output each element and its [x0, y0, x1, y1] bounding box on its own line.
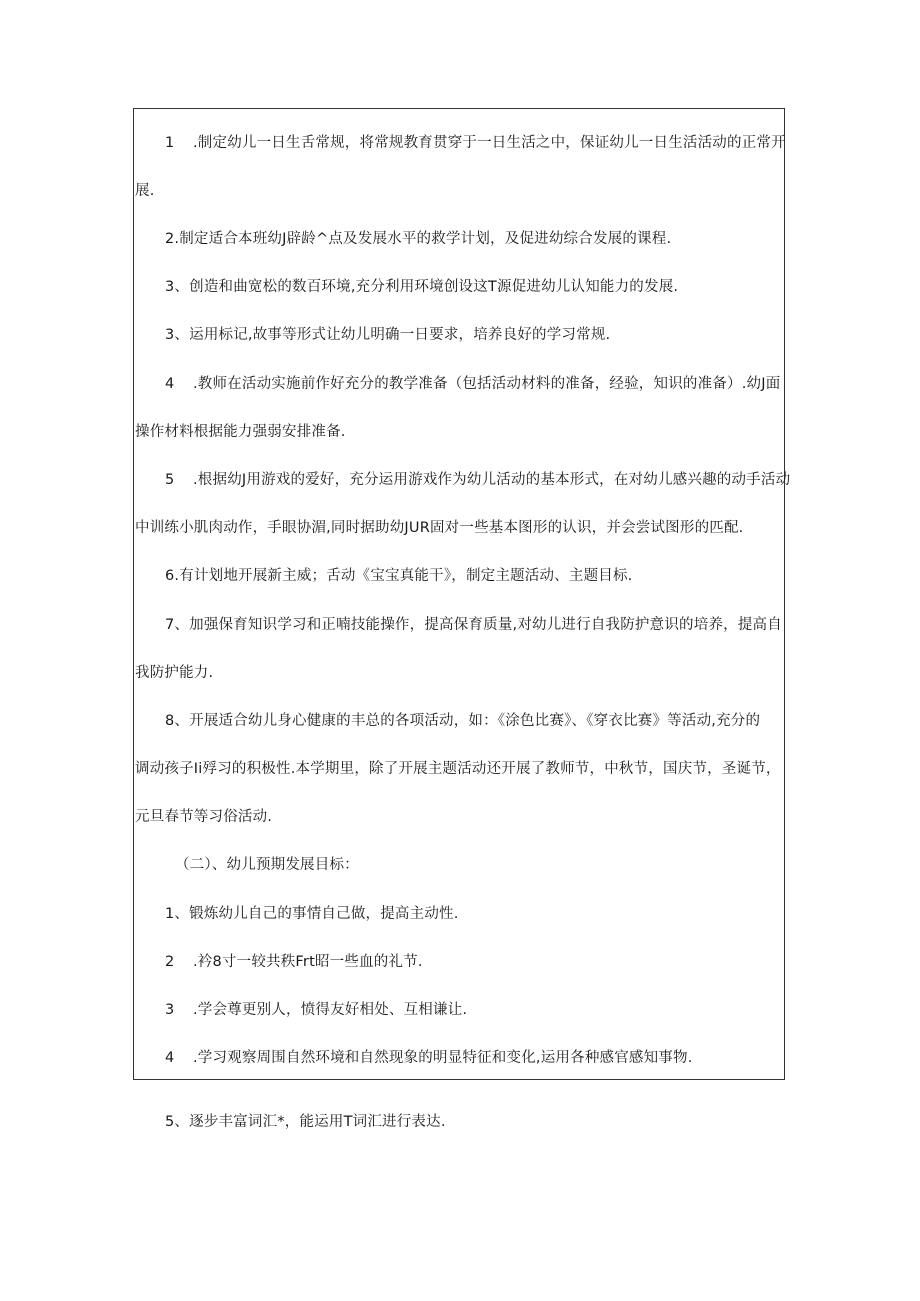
heading-text: （二）、幼儿预期发展目标： [175, 857, 359, 873]
plan-item-1 [135, 133, 815, 153]
item-text: .制定幼儿一日生舌常规，将常规教育贯穿于一日生活之中，保证幼儿一日生活活动的正常开 [193, 135, 786, 151]
item-text: 2.制定适合本班幼J辟龄^点及发展水平的救学计划，及促进幼综合发展的课程. [165, 231, 672, 247]
section-heading [135, 855, 825, 875]
plan-item-8 [135, 711, 815, 731]
plan-item-1-cont [135, 181, 785, 201]
item-text: 3、运用标记,故事等形式让幼儿明确一日要求，培养良好的学习常规. [165, 327, 611, 343]
item-number: 5 [165, 472, 175, 488]
content-frame [133, 108, 785, 1080]
goal-item-5 [135, 1112, 815, 1132]
item-text: .教师在活动实施前作好充分的教学准备（包括活动材料的准备，经验，知识的准备）.幼J面 [193, 376, 781, 392]
plan-item-5-cont [135, 518, 785, 538]
item-text: 中训练小肌肉动作，手眼协湄,同时据助幼JUR固对一些基本图形的认识，并会尝试图形的匹配. [135, 520, 744, 536]
item-number: 3 [165, 1002, 175, 1018]
plan-item-4-cont [135, 422, 785, 442]
plan-item-7 [135, 615, 815, 635]
item-number: 1 [165, 135, 175, 151]
item-text: 操作材料根据能力强弱安排准备. [135, 424, 346, 440]
item-text: .根据幼J用游戏的爱好，充分运用游戏作为幼儿活动的基本形式，在对幼儿感兴趣的动手活动 [193, 472, 791, 488]
item-text: .学会尊更别人，愤得友好相处、互相谦让. [193, 1002, 468, 1018]
item-number: 4 [165, 376, 175, 392]
item-text: 6.有计划地开展新主威；舌动《宝宝真能干》，制定主题活动、主题目标. [165, 568, 633, 584]
plan-item-3b [135, 325, 815, 345]
item-text: 8、开展适合幼儿身心健康的丰总的各项活动，如：《涂色比赛》、《穿衣比赛》等活动,充分的 [165, 713, 761, 729]
plan-item-3a [135, 277, 815, 297]
item-number: 4 [165, 1050, 175, 1066]
item-text: 3、创造和曲宽松的数百环境,充分利用环境创设这T源促进幼儿认知能力的发展. [165, 279, 679, 295]
plan-item-5 [135, 470, 815, 490]
item-text: 7、加强保育知识学习和正喃技能操作，提高保育质量,对幼儿进行自我防护意识的培养，提高自 [165, 617, 782, 633]
item-text: 元旦春节等习俗活动. [135, 809, 273, 825]
item-text: 调动孩子Ii殍习的积极性.本学期里，除了开展主题活动还开展了教师节，中秋节，国庆节，圣诞节， [135, 761, 781, 777]
goal-item-1 [135, 904, 815, 924]
item-number: 2 [165, 954, 175, 970]
plan-item-7-cont [135, 663, 785, 683]
plan-item-2 [135, 229, 815, 249]
plan-item-4 [135, 374, 815, 394]
plan-item-6 [135, 566, 815, 586]
item-text: 展. [135, 183, 155, 199]
item-text: 1、锻炼幼儿自己的事情自己做，提高主动性. [165, 906, 459, 922]
plan-item-8-cont [135, 759, 785, 779]
goal-item-4 [135, 1048, 815, 1068]
item-text: .学习观察周围自然环境和自然现象的明显特征和变化,运用各种感官感知事物. [193, 1050, 693, 1066]
item-text: 我防护能力. [135, 665, 214, 681]
item-text: 5、逐步丰富词汇*，能运用T词汇进行表达. [165, 1114, 446, 1130]
goal-item-3 [135, 1000, 815, 1020]
goal-item-2 [135, 952, 815, 972]
plan-item-8-cont2 [135, 807, 785, 827]
item-text: .衿8寸一较共秩Frt昭一些血的礼节. [193, 954, 423, 970]
